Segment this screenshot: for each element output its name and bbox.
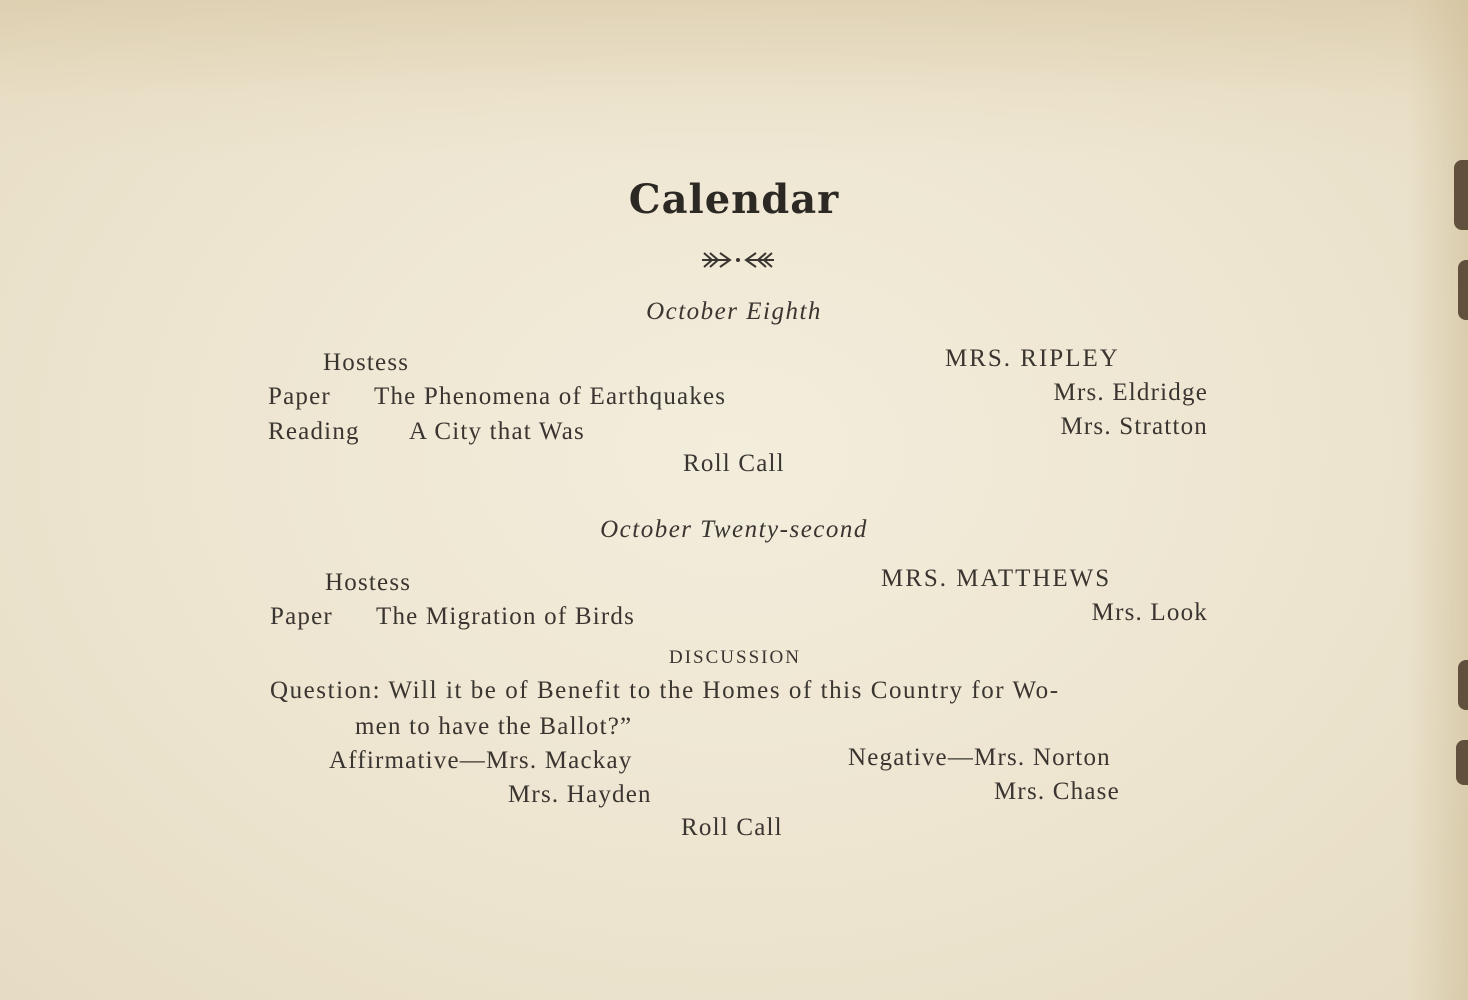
stain-top (0, 0, 1468, 160)
hostess-name: MRS. MATTHEWS (881, 565, 1112, 592)
reading-title: A City that Was (409, 418, 585, 445)
roll-call: Roll Call (683, 450, 785, 477)
reading-label: Reading (268, 418, 360, 445)
hostess-label: Hostess (323, 349, 410, 376)
affirmative-speaker-2: Mrs. Hayden (508, 781, 652, 808)
meeting-date: October Twenty-second (600, 516, 868, 543)
paper-title: The Migration of Birds (376, 603, 636, 630)
affirmative-speaker-1: Affirmative—Mrs. Mackay (329, 747, 633, 774)
paper-presenter: Mrs. Look (1091, 599, 1208, 626)
hostess-name: MRS. RIPLEY (945, 345, 1120, 372)
discussion-heading: DISCUSSION (669, 647, 801, 668)
edge-damage (1458, 660, 1468, 710)
paper-label: Paper (268, 383, 331, 410)
negative-speaker-1: Negative—Mrs. Norton (848, 744, 1111, 771)
arrow-ornament-icon (698, 245, 778, 275)
hostess-label: Hostess (325, 569, 412, 596)
roll-call: Roll Call (681, 814, 783, 841)
paper-title: The Phenomena of Earthquakes (374, 383, 727, 410)
paper-presenter: Mrs. Eldridge (1053, 379, 1208, 406)
negative-speaker-2: Mrs. Chase (994, 778, 1120, 805)
page-title: Calendar (628, 176, 840, 223)
edge-damage (1456, 740, 1468, 785)
question-line-1: Question: Will it be of Benefit to the Homes of this Country for Wo- (270, 677, 1060, 704)
question-line-2: men to have the Ballot?” (355, 713, 633, 740)
stain-right (1408, 0, 1468, 1000)
paper-label: Paper (270, 603, 333, 630)
meeting-date: October Eighth (646, 298, 822, 325)
reading-presenter: Mrs. Stratton (1060, 413, 1208, 440)
